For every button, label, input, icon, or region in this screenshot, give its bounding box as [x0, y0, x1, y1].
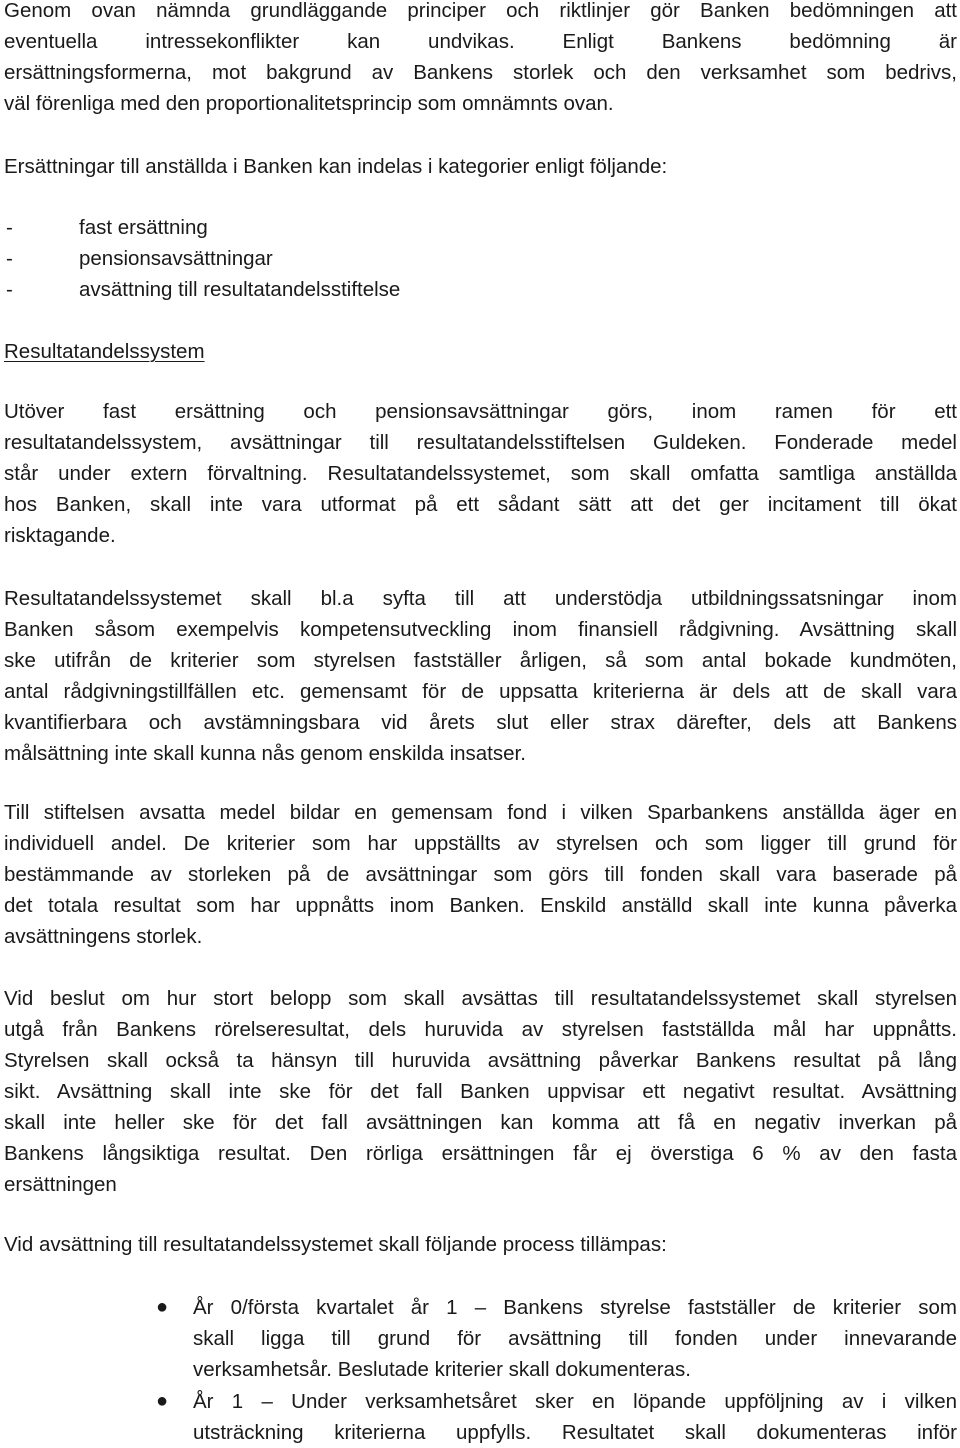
paragraph-line: ske utifrån de kriterier som styrelsen fastställer årligen, så som antal bokade kundmöten,	[4, 649, 957, 672]
paragraph-1	[4, 396, 957, 551]
categories-lead	[4, 151, 957, 182]
paragraph-line: individuell andel. De kriterier som har uppställts av styrelsen och som ligger till grund för	[4, 832, 957, 855]
bullet-text	[193, 1292, 957, 1385]
paragraph-line: väl förenliga med den proportionalitetsprincip som omnämnts ovan.	[4, 92, 614, 115]
list-item	[4, 274, 957, 305]
paragraph-line: antal rådgivningstillfällen etc. gemensamt för de uppsatta kriterierna är dels att de skall vara	[4, 680, 957, 703]
paragraph-line: hos Banken, skall inte vara utformat på ett sådant sätt att det ger incitament till ökat	[4, 493, 957, 516]
paragraph-line: eventuella intressekonflikter kan undvikas. Enligt Bankens bedömning är	[4, 30, 957, 53]
paragraph-line: År 0/första kvartalet år 1 – Bankens styrelse fastställer de kriterier som	[193, 1296, 957, 1319]
list-item-text: avsättning till resultatandelsstiftelse	[79, 278, 401, 301]
paragraph-line: skall ligga till grund för avsättning till fonden under innevarande	[193, 1327, 957, 1350]
paragraph-line: avsättningens storlek.	[4, 925, 203, 948]
paragraph-line: utgå från Bankens rörelseresultat, dels huruvida av styrelsen fastställda mål har uppnåtts.	[4, 1018, 957, 1041]
heading-text: Resultatandelssystem	[4, 340, 205, 363]
paragraph-line: risktagande.	[4, 524, 116, 547]
paragraph-line: bestämmande av storleken på de avsättningar som görs till fonden skall vara baserade på	[4, 863, 957, 886]
list-item-text: pensionsavsättningar	[79, 247, 273, 270]
paragraph-line: ersättningen	[4, 1173, 117, 1196]
paragraph-line: skall inte heller ske för det fall avsättningen kan komma att få en negativ inverkan på	[4, 1111, 957, 1134]
paragraph-line: kvantifierbara och avstämningsbara vid årets slut eller strax därefter, dels att Bankens	[4, 711, 957, 734]
paragraph-line: resultatandelssystem, avsättningar till resultatandelsstiftelsen Guldeken. Fonderade medel	[4, 431, 957, 454]
paragraph-line: Utöver fast ersättning och pensionsavsättningar görs, inom ramen för ett	[4, 400, 957, 423]
paragraph-line: Banken såsom exempelvis kompetensutveckling inom finansiell rådgivning. Avsättning skall	[4, 618, 957, 641]
bullet-text	[193, 1386, 957, 1448]
paragraph-line: Styrelsen skall också ta hänsyn till huruvida avsättning påverkar Bankens resultat på lång	[4, 1049, 957, 1072]
paragraph-line: målsättning inte skall kunna nås genom enskilda insatser.	[4, 742, 526, 765]
bullet-icon: ●	[156, 1390, 169, 1412]
paragraph-line: utsträckning kriterierna uppfylls. Resultatet skall dokumenteras inför	[193, 1421, 957, 1444]
section-heading	[4, 336, 957, 367]
paragraph-4	[4, 983, 957, 1200]
paragraph-3	[4, 797, 957, 952]
dash-marker: -	[6, 247, 13, 270]
paragraph-line: det totala resultat som har uppnåtts inom Banken. Enskild anställd skall inte kunna påverka	[4, 894, 957, 917]
list-item	[4, 212, 957, 243]
process-lead	[4, 1229, 957, 1260]
paragraph-line: År 1 – Under verksamhetsåret sker en löpande uppföljning av i vilken	[193, 1390, 957, 1413]
paragraph-line: Genom ovan nämnda grundläggande principer och riktlinjer gör Banken bedömningen att	[4, 0, 957, 22]
paragraph-line: står under extern förvaltning. Resultatandelssystemet, som skall omfatta samtliga anställda	[4, 462, 957, 485]
paragraph-line: Vid avsättning till resultatandelssystemet skall följande process tillämpas:	[4, 1233, 667, 1256]
categories-list	[4, 212, 957, 305]
paragraph-line: Bankens långsiktiga resultat. Den rörliga ersättningen får ej överstiga 6 % av den fasta	[4, 1142, 957, 1165]
paragraph-line: Vid beslut om hur stort belopp som skall avsättas till resultatandelssystemet skall styrelsen	[4, 987, 957, 1010]
list-item-text: fast ersättning	[79, 216, 208, 239]
paragraph-line: Ersättningar till anställda i Banken kan indelas i kategorier enligt följande:	[4, 155, 668, 178]
list-item	[4, 243, 957, 274]
intro-paragraph	[4, 0, 957, 119]
paragraph-line: ersättningsformerna, mot bakgrund av Bankens storlek och den verksamhet som bedrivs,	[4, 61, 957, 84]
bullet-icon: ●	[156, 1296, 169, 1318]
paragraph-line: Resultatandelssystemet skall bl.a syfta till att understödja utbildningssatsningar inom	[4, 587, 957, 610]
paragraph-line: verksamhetsår. Beslutade kriterier skall dokumenteras.	[193, 1358, 691, 1381]
dash-marker: -	[6, 216, 13, 239]
paragraph-2	[4, 583, 957, 769]
dash-marker: -	[6, 278, 13, 301]
paragraph-line: sikt. Avsättning skall inte ske för det fall Banken uppvisar ett negativt resultat. Avsättning	[4, 1080, 957, 1103]
paragraph-line: Till stiftelsen avsatta medel bildar en gemensam fond i vilken Sparbankens anställda äger en	[4, 801, 957, 824]
